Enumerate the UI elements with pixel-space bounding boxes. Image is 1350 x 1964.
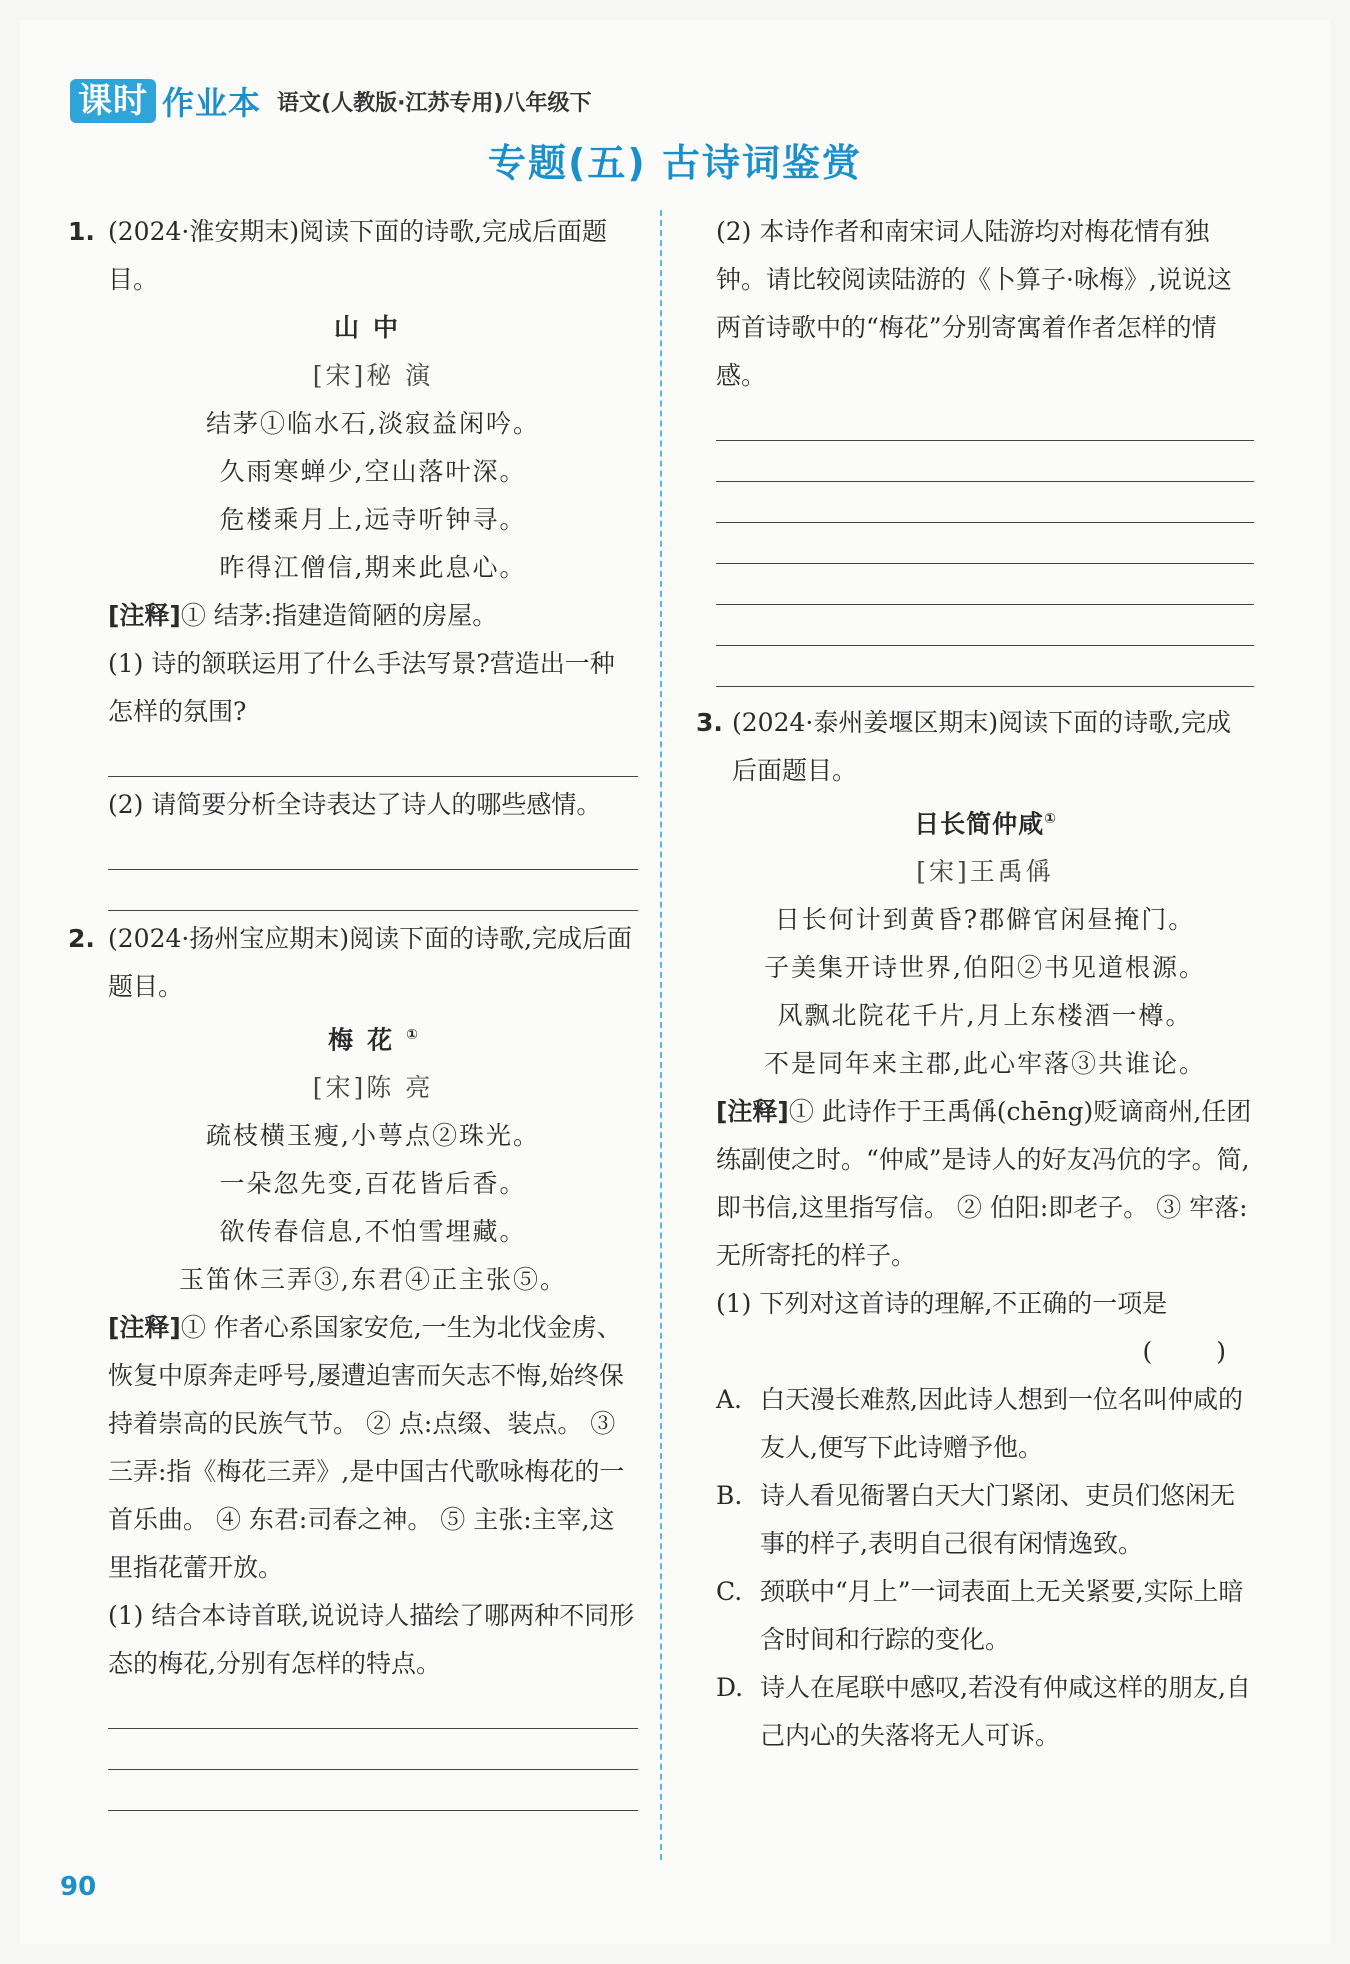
option-label: C. — [716, 1577, 743, 1607]
poem-title-text: 梅花 — [328, 1025, 407, 1055]
sub-question: (1) 下列对这首诗的理解,不正确的一项是 — [716, 1289, 1168, 1319]
poem-title-text: 日长简仲咸 — [914, 809, 1045, 839]
answer-line[interactable] — [108, 1810, 638, 1811]
option-text: 白天漫长难熬,因此诗人想到一位名叫仲咸的友人,便写下此诗赠予他。 — [760, 1385, 1243, 1463]
poem-line: 久雨寒蝉少,空山落叶深。 — [219, 457, 527, 486]
sub-question: (1) 诗的颔联运用了什么手法写景?营造出一种怎样的氛围? — [108, 649, 615, 726]
poem-line: 疏枝横玉瘦,小萼点②珠光。 — [206, 1121, 540, 1151]
answer-bracket[interactable]: ( ) — [1142, 1337, 1254, 1367]
brand-header — [70, 78, 591, 124]
annotation-label: [注释] — [108, 1313, 181, 1343]
question-intro: (2024·扬州宝应期末)阅读下面的诗歌,完成后面题目。 — [108, 924, 633, 1001]
option-text: 诗人在尾联中感叹,若没有仲咸这样的朋友,自己内心的失落将无人可诉。 — [760, 1673, 1251, 1751]
question-number: 2. — [68, 924, 95, 953]
answer-line[interactable] — [716, 440, 1254, 441]
column-divider — [660, 210, 662, 1860]
poem-line: 风飘北院花千片,月上东楼酒一樽。 — [777, 1001, 1193, 1031]
footnote-mark: ① — [406, 1027, 418, 1043]
poem-block — [68, 304, 638, 592]
option-text: 颈联中“月上”一词表面上无关紧要,实际上暗含时间和行踪的变化。 — [760, 1577, 1244, 1655]
option-label: A. — [716, 1385, 743, 1415]
question-number: 1. — [68, 217, 95, 246]
annotation — [716, 1088, 1254, 1280]
option-label: B. — [716, 1481, 743, 1511]
question-intro: (2024·淮安期末)阅读下面的诗歌,完成后面题目。 — [108, 217, 608, 294]
poem-line: 日长何计到黄昏?郡僻官闲昼掩门。 — [774, 905, 1196, 935]
annotation — [68, 592, 638, 640]
annotation-label: [注释] — [716, 1097, 789, 1127]
poem-block — [68, 1011, 638, 1304]
option-label: D. — [716, 1673, 744, 1703]
question-number: 3. — [696, 708, 723, 737]
answer-line[interactable] — [716, 563, 1254, 564]
annotation-text: ① 结茅:指建造简陋的房屋。 — [180, 601, 498, 630]
poem-line: 昨得江僧信,期来此息心。 — [219, 553, 527, 582]
annotation-text: ① 此诗作于王禹偁(chēng)贬谪商州,任团练副使之时。“仲咸”是诗人的好友冯伉的字。简,即书信,这里指写信。 ② 伯阳:即老子。 ③ 牢落:无所寄托的样子。 — [716, 1097, 1252, 1271]
poem-author: [宋]秘 演 — [312, 361, 434, 390]
poem-line: 结茅①临水石,淡寂益闲吟。 — [206, 409, 540, 438]
book-subtitle: 语文(人教版·江苏专用)八年级下 — [277, 90, 592, 116]
poem-line: 危楼乘月上,远寺听钟寻。 — [219, 505, 527, 534]
question-3 — [696, 699, 1254, 795]
answer-line[interactable] — [108, 910, 638, 911]
poem-line: 玉笛休三弄③,东君④正主张⑤。 — [179, 1265, 567, 1295]
answer-line[interactable] — [108, 1728, 638, 1729]
answer-line[interactable] — [716, 686, 1254, 687]
page-title: 专题(五) 古诗词鉴赏 — [488, 141, 862, 185]
right-column — [696, 208, 1254, 1760]
option-c[interactable] — [716, 1568, 1254, 1664]
brand-name: 作业本 — [162, 84, 262, 122]
footnote-mark: ① — [1044, 811, 1056, 827]
poem-line: 欲传春信息,不怕雪埋藏。 — [219, 1217, 527, 1247]
answer-line[interactable] — [716, 522, 1254, 523]
answer-line[interactable] — [716, 645, 1254, 646]
option-d[interactable] — [716, 1664, 1254, 1760]
question-1 — [68, 208, 638, 304]
poem-author: [宋]陈 亮 — [312, 1073, 434, 1103]
poem-line: 一朵忽先变,百花皆后香。 — [219, 1169, 527, 1199]
page-number: 90 — [60, 1872, 97, 1902]
annotation-text: ① 作者心系国家安危,一生为北伐金虏、恢复中原奔走呼号,屡遭迫害而矢志不悔,始终保持着崇高的民族气节。 ② 点:点缀、装点。 ③ 三弄:指《梅花三弄》,是中国古代歌咏梅花的一首乐曲。 ④ 东君:司春之神。 ⑤ 主张:主宰,这里指花蕾开放。 — [108, 1313, 625, 1583]
sub-question: (2) 本诗作者和南宋词人陆游均对梅花情有独钟。请比较阅读陆游的《卜算子·咏梅》,说说这两首诗歌中的“梅花”分别寄寓着作者怎样的情感。 — [716, 217, 1232, 390]
answer-line[interactable] — [716, 604, 1254, 605]
poem-title: 山中 — [333, 313, 412, 342]
poem-title — [716, 795, 1254, 848]
answer-line[interactable] — [108, 869, 638, 870]
poem-title — [108, 1011, 638, 1064]
option-a[interactable] — [716, 1376, 1254, 1472]
poem-line: 子美集开诗世界,伯阳②书见道根源。 — [764, 953, 1206, 983]
option-b[interactable] — [716, 1472, 1254, 1568]
answer-line[interactable] — [716, 481, 1254, 482]
option-text: 诗人看见衙署白天大门紧闭、吏员们悠闲无事的样子,表明自己很有闲情逸致。 — [760, 1481, 1236, 1559]
brand-logo: 课时 — [70, 79, 156, 123]
question-intro: (2024·泰州姜堰区期末)阅读下面的诗歌,完成后面题目。 — [732, 708, 1232, 785]
annotation-label: [注释] — [108, 601, 181, 630]
answer-line[interactable] — [108, 776, 638, 777]
question-2 — [68, 915, 638, 1011]
poem-block — [716, 795, 1254, 1088]
poem-line: 不是同年来主郡,此心牢落③共谁论。 — [764, 1049, 1206, 1079]
annotation — [68, 1304, 638, 1592]
poem-author: [宋]王禹偁 — [916, 857, 1054, 887]
left-column — [68, 208, 638, 1815]
sub-question: (1) 结合本诗首联,说说诗人描绘了哪两种不同形态的梅花,分别有怎样的特点。 — [108, 1601, 635, 1679]
sub-question: (2) 请简要分析全诗表达了诗人的哪些感情。 — [108, 790, 602, 819]
answer-line[interactable] — [108, 1769, 638, 1770]
